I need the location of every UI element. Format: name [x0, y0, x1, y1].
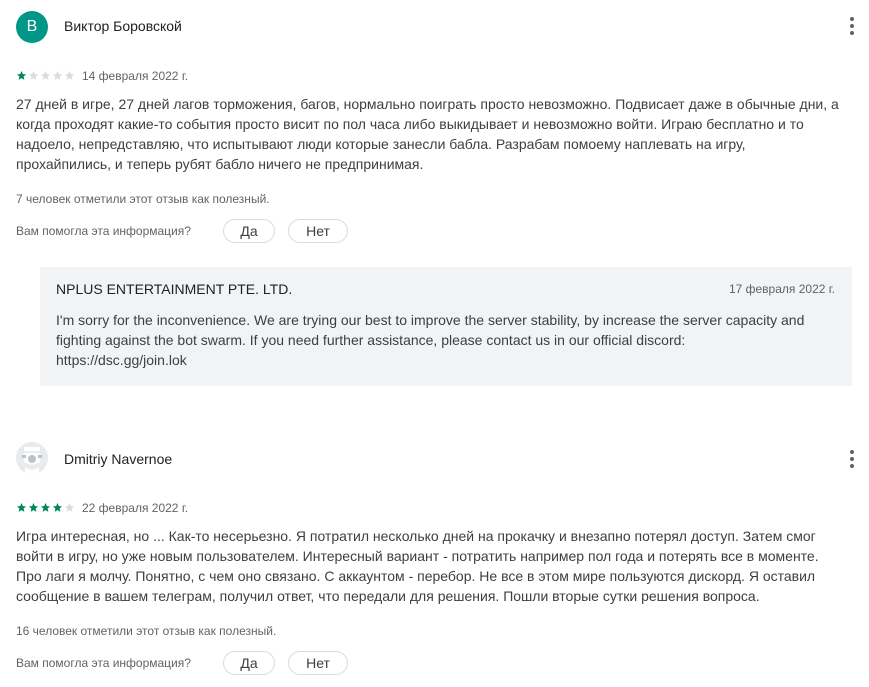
- star-filled-icon: [40, 502, 51, 513]
- helpful-count: 7 человек отметили этот отзыв как полезный.: [16, 192, 270, 206]
- star-rating: [16, 70, 75, 81]
- helpful-count: 16 человек отметили этот отзыв как полезный.: [16, 624, 277, 638]
- reply-text-line: I'm sorry for the inconvenience. We are trying our best to improve the server stability, by increase the server capacity and: [56, 312, 805, 328]
- no-button[interactable]: Нет: [288, 651, 348, 675]
- avatar: [16, 11, 48, 43]
- reply-text-line: fighting against the bot swarm. If you need further assistance, please contact us in our official discord:: [56, 332, 686, 348]
- review-text-line: 27 дней в игре, 27 дней лагов торможения, багов, нормально поиграть просто невозможно. Подвисает даже в обычные дни, а: [16, 96, 839, 112]
- review-text-line: войти в игру, но уже новым пользователем. Интересный вариант - потратить например пол года и потерять все в моменте.: [16, 548, 819, 564]
- reply-developer-name: NPLUS ENTERTAINMENT PTE. LTD.: [56, 281, 293, 297]
- reply-text: [56, 310, 846, 370]
- developer-reply: [40, 267, 852, 386]
- yes-button[interactable]: Да: [223, 651, 275, 675]
- no-button[interactable]: Нет: [288, 219, 348, 243]
- review-date: 14 февраля 2022 г.: [82, 69, 189, 83]
- avatar-letter: В: [26, 18, 38, 35]
- review-text-line: Про лаги я молчу. Понятно, с чем оно связано. С аккаунтом - перебор. Не все в этом мире пользуются дискорд. Я оставил: [16, 568, 816, 584]
- more-vert-icon[interactable]: [838, 12, 866, 40]
- review-text: [16, 526, 869, 606]
- review-text-line: прохайпились, и теперь рубят бабло ничего не предпринимая.: [16, 156, 424, 172]
- review-author: Dmitriy Navernoe: [64, 451, 173, 467]
- review-text-line: Игра интересная, но ... Как-то несерьезно. Я потратил несколько дней на прокачку и внезапно потерял доступ. Затем смог: [16, 528, 816, 544]
- default-avatar-icon: [16, 442, 48, 474]
- reply-date: 17 февраля 2022 г.: [728, 282, 835, 296]
- review-text-line: когда проходят какие-то события просто висит по пол часа либо выкидывает и невозможно войти. Играю бесплатно и то: [16, 116, 804, 132]
- helpful-question: Вам помогла эта информация?: [16, 224, 191, 238]
- more-vert-icon[interactable]: [838, 445, 866, 473]
- review-text: [16, 94, 869, 174]
- star-filled-icon: [28, 502, 39, 513]
- star-empty-icon: [52, 70, 63, 81]
- review-date: 22 февраля 2022 г.: [82, 501, 189, 515]
- star-filled-icon: [16, 70, 27, 81]
- star-empty-icon: [64, 70, 75, 81]
- review-text-line: надоело, непредставляю, что испытывают люди которые занесли бабла. Разрабам помоему наплевать на игру,: [16, 136, 746, 152]
- helpful-question: Вам помогла эта информация?: [16, 656, 191, 670]
- review-text-line: сообщение в вашем телеграм, получил ответ, что передали для решения. Пошли вторые сутки решения вопроса.: [16, 588, 760, 604]
- star-empty-icon: [28, 70, 39, 81]
- star-rating: [16, 502, 75, 513]
- star-filled-icon: [52, 502, 63, 513]
- star-empty-icon: [40, 70, 51, 81]
- reply-text-line: https://dsc.gg/join.lok: [56, 352, 187, 368]
- yes-button[interactable]: Да: [223, 219, 275, 243]
- star-filled-icon: [16, 502, 27, 513]
- review-author: Виктор Боровской: [64, 18, 182, 34]
- star-empty-icon: [64, 502, 75, 513]
